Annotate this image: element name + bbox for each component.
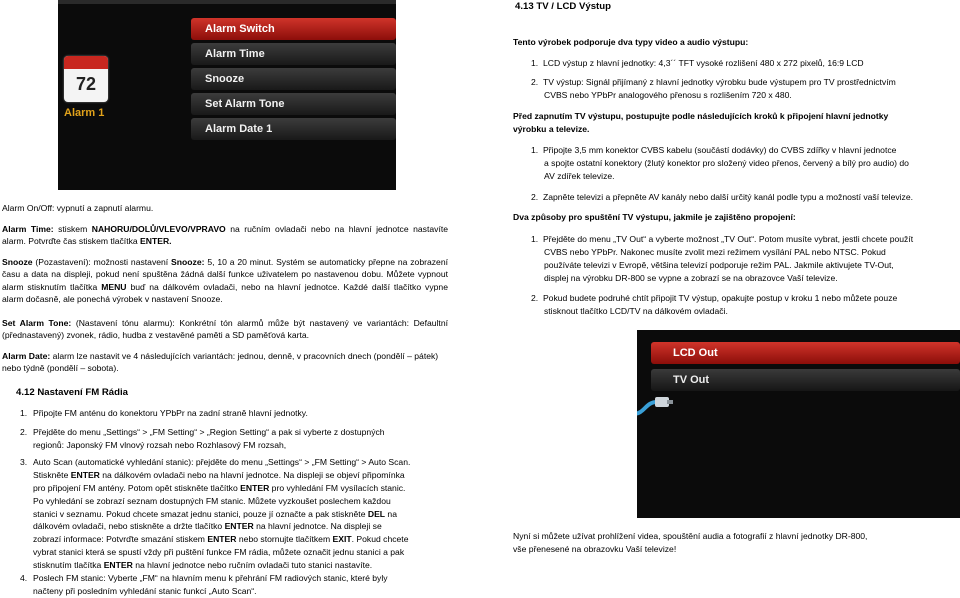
output-2-number: 2. bbox=[531, 77, 543, 87]
step-text: Auto Scan (automatické vyhledání stanic): přejděte do menu „Settings“ > „FM Setting“ > Auto Scan. bbox=[33, 457, 411, 467]
step-text: stisknutím tlačítka bbox=[33, 560, 104, 571]
connect-step-1-line-2: a spojte ostatní konektory (žlutý konektor pro složený video přenos, červený a bílý pro audio) do bbox=[544, 158, 909, 168]
fm-step-3-line bbox=[33, 508, 473, 521]
way-1-line-3: používáte televizi v Evropě, většina televizí podporuje režim PAL. Jakmile aktivujete TV-Out, bbox=[544, 260, 894, 270]
menu-item-set-alarm-tone: Set Alarm Tone bbox=[191, 93, 396, 115]
way-2-line-1: Pokud budete podruhé chtít připojit TV výstup, opakujte postup v kroku 1 nebo můžete pouze bbox=[542, 293, 898, 303]
way-2-line-2: stisknout tlačítko LCD/TV na dálkovém ovladači. bbox=[544, 306, 728, 316]
key-name: ENTER bbox=[207, 534, 237, 545]
fm-step-text-line-1: Přejděte do menu „Settings“ > „FM Setting“ > „Region Setting“ a pak si vyberte z dostupných bbox=[33, 427, 385, 437]
way-2 bbox=[531, 292, 897, 304]
key-name: ENTER bbox=[103, 560, 133, 571]
output-2-text-line-1: TV výstup: Signál přijímaný z hlavní jednotky výrobku bude výstupem pro TV prostřednictvím bbox=[542, 77, 896, 87]
alarm-time-text-1: stiskem bbox=[53, 224, 92, 234]
alarm-date-paragraph bbox=[2, 350, 448, 375]
step-text: nebo stornujte tlačítkem bbox=[236, 534, 333, 545]
connect-step-1 bbox=[531, 144, 896, 156]
fm-step-text-line-2: načteny při posledním vyhledání stanic funkcí „Auto Scan“. bbox=[33, 586, 257, 596]
alarm-date-label: Alarm Date: bbox=[2, 351, 51, 361]
alarm-time-text-2: na ručním ovladači nebo na hlavní jednotce nastavíte alarm. Potvrďte čas stiskem tlačítka bbox=[2, 224, 448, 247]
menu-item-alarm-date: Alarm Date 1 bbox=[191, 118, 396, 140]
tv-note-line-2: výrobku a televize. bbox=[513, 124, 590, 134]
fm-step-text-line-1: Poslech FM stanic: Vyberte „FM“ na hlavním menu k přehrání FM radiových stanic, které byly bbox=[33, 573, 388, 583]
connect-step-2-text: Zapněte televizi a přepněte AV kanály nebo další určitý kanál podle typu a možností vaší televize. bbox=[542, 192, 914, 202]
tv-out-menu-screenshot bbox=[637, 330, 960, 518]
fm-step-3-line bbox=[33, 456, 473, 469]
alarm-time-paragraph bbox=[2, 223, 448, 248]
fm-step-text: Připojte FM anténu do konektoru YPbPr na zadní straně hlavní jednotky. bbox=[33, 408, 308, 418]
alarm-time-label: Alarm Time: bbox=[2, 224, 54, 234]
step-text: Po vyhledání se zobrazí seznam dostupných FM stanic. Můžete vyzkoušet poslechem každou bbox=[33, 495, 391, 506]
fm-step-3-line bbox=[33, 559, 473, 572]
alarm-menu bbox=[191, 18, 396, 143]
fm-step-3-text bbox=[33, 456, 473, 572]
fm-step-number: 3. bbox=[20, 457, 28, 467]
step-text: pro vyhledání FM vysílacích stanic. bbox=[269, 482, 406, 493]
way-1 bbox=[531, 233, 913, 245]
snooze-paragraph bbox=[2, 256, 448, 306]
way-1-line-2: CVBS nebo YPbPr. Nakonec musíte zvolit mezi režimem vysílání PAL nebo NTSC. Pokud bbox=[544, 247, 886, 257]
way-1-line-4: displej na výrobku DR-800 se vypne a zobrazí se na obrazovce Vaší televize. bbox=[544, 273, 838, 283]
key-name: ENTER bbox=[224, 521, 254, 532]
alarm-time-keys: NAHORU/DOLŮ/VLEVO/VPRAVO bbox=[91, 224, 226, 234]
alarm-on-off-text: Alarm On/Off: vypnutí a zapnutí alarmu. bbox=[2, 203, 154, 213]
alarm-caption: Alarm 1 bbox=[64, 107, 105, 119]
output-1 bbox=[531, 57, 864, 69]
tv-out-menu bbox=[651, 342, 960, 396]
way-1-number: 1. bbox=[531, 234, 543, 244]
tv-note-line-1: Před zapnutím TV výstupu, postupujte podle následujících kroků k připojení hlavní jednotky bbox=[513, 111, 889, 121]
fm-step-number: 4. bbox=[20, 573, 28, 583]
fm-step-3-line bbox=[33, 495, 473, 508]
alarm-tone-text: (Nastavení tónu alarmu): Konkrétní tón alarmů může být nastavený ve variantách: Defaultní (přednastavený) zvonek, rádio, hudba z vestavěné paměti a SD paměťová karta. bbox=[2, 318, 448, 341]
alarm-tone-paragraph bbox=[2, 317, 448, 342]
calendar-number: 72 bbox=[75, 74, 97, 94]
step-text: na dálkovém ovladači nebo na hlavní jednotce. Na displeji se objeví připomínka bbox=[99, 469, 405, 480]
menu-item-alarm-time: Alarm Time bbox=[191, 43, 396, 65]
fm-step-3-line bbox=[33, 533, 473, 546]
fm-step-3-line bbox=[33, 520, 473, 533]
closing-line-1: Nyní si můžete užívat prohlížení videa, spouštění audia a fotografií z hlavní jednotky DR-800, bbox=[513, 531, 868, 541]
step-text: zobrazí informace: Potvrďte smazání stiskem bbox=[33, 534, 208, 545]
menu-item-snooze: Snooze bbox=[191, 68, 396, 90]
snooze-label-2: Snooze: bbox=[171, 257, 205, 267]
menu-item-lcd-out: LCD Out bbox=[651, 342, 960, 364]
connect-step-1-line-3: AV zdířek televize. bbox=[544, 171, 615, 181]
key-name: ENTER bbox=[240, 482, 270, 493]
tv-ways-heading: Dva způsoby pro spuštění TV výstupu, jakmile je zajištěno propojení: bbox=[513, 212, 796, 222]
step-text: Stiskněte bbox=[33, 469, 71, 480]
menu-item-tv-out: TV Out bbox=[651, 369, 960, 391]
output-2 bbox=[531, 76, 896, 88]
way-2-number: 2. bbox=[531, 293, 543, 303]
step-text: pro připojení FM antény. Potom opět stiskněte tlačítko bbox=[33, 482, 241, 493]
fm-step-number: 1. bbox=[20, 408, 28, 418]
calendar-header bbox=[64, 56, 108, 69]
section-title-fm: 4.12 Nastavení FM Rádia bbox=[16, 387, 128, 398]
snooze-label: Snooze bbox=[2, 257, 33, 267]
step-text: na hlavní jednotce nebo ručním ovladači tuto stanici nastavíte. bbox=[132, 560, 373, 571]
output-1-text: LCD výstup z hlavní jednotky: 4,3´´ TFT vysoké rozlišení 480 x 272 pixelů, 16:9 LCD bbox=[542, 58, 864, 68]
menu-item-alarm-switch: Alarm Switch bbox=[191, 18, 396, 40]
tv-intro: Tento výrobek podporuje dva typy video a audio výstupu: bbox=[513, 37, 749, 47]
step-text: . Pokud chcete bbox=[351, 534, 409, 545]
step-text: stanici v seznamu. Pokud chcete smazat jednu stanici, pouze jí označte a pak stiskněte bbox=[33, 508, 368, 519]
way-1-line-1: Přejděte do menu „TV Out“ a vyberte možnost „TV Out“. Potom musíte vybrat, jestli chcete použít bbox=[542, 234, 914, 244]
fm-step-3-line bbox=[33, 482, 473, 495]
alarm-time-enter: ENTER. bbox=[140, 236, 172, 247]
connect-step-2-number: 2. bbox=[531, 192, 543, 202]
alarm-menu-screenshot bbox=[58, 0, 396, 190]
snooze-text-1: (Pozastavení): možnosti nastavení bbox=[32, 257, 172, 267]
step-text: na bbox=[385, 508, 397, 519]
fm-step-3-line bbox=[33, 546, 473, 559]
step-text: na hlavní jednotce. Na displeji se bbox=[253, 521, 382, 532]
section-title-tv: 4.13 TV / LCD Výstup bbox=[515, 1, 611, 12]
connect-step-1-number: 1. bbox=[531, 145, 543, 155]
output-2-text-line-2: CVBS nebo YPbPr analogového přenosu s rozlišením 720 x 480. bbox=[544, 90, 792, 100]
connect-step-2 bbox=[531, 191, 913, 203]
key-name: DEL bbox=[367, 508, 386, 519]
snooze-text-3: buď na dálkovém ovladači, nebo na hlavní jednotce. Každé další tlačítko vypne alarm dočasně, ale ponechá výrobek v nastavení Snooze. bbox=[2, 281, 448, 305]
fm-step-3-line bbox=[33, 469, 473, 482]
key-name: EXIT bbox=[332, 534, 352, 545]
output-1-number: 1. bbox=[531, 58, 543, 68]
alarm-date-text: alarm lze nastavit ve 4 následujících variantách: jednou, denně, v pracovních dnech (pondělí – pátek) nebo týdně (pondělí – sobota). bbox=[2, 351, 439, 374]
fm-step-number: 2. bbox=[20, 427, 28, 437]
screen-top-bar bbox=[58, 0, 396, 4]
step-text: vybrat stanici která se spustí vždy při puštění funkce FM rádia, můžete označit jednu stanici a pak bbox=[33, 547, 405, 558]
calendar-icon bbox=[64, 56, 108, 102]
alarm-tone-label: Set Alarm Tone: bbox=[2, 318, 72, 328]
closing-line-2: vše přenesené na obrazovku Vaší televize! bbox=[513, 544, 677, 554]
step-text: dálkovém ovladači, nebo stiskněte a držte tlačítko bbox=[33, 521, 225, 532]
snooze-menu-key: MENU bbox=[101, 281, 127, 292]
snooze-text-2: 5, 10 a 20 minut. Systém se automaticky přepne na zobrazení času a data na displeji, pokud není spuštěna žádná další funkce uživatelem po nastavenou dobu. Můžete vypnout alarm stisknutím tlačítka bbox=[2, 257, 448, 292]
fm-step-text-line-2: regionů: Japonský FM vlnový rozsah nebo Rozhlasový FM rozsah, bbox=[33, 440, 287, 450]
connect-step-1-line-1: Připojte 3,5 mm konektor CVBS kabelu (součástí dodávky) do CVBS zdířky v hlavní jednotce bbox=[542, 145, 897, 155]
key-name: ENTER bbox=[70, 469, 100, 480]
